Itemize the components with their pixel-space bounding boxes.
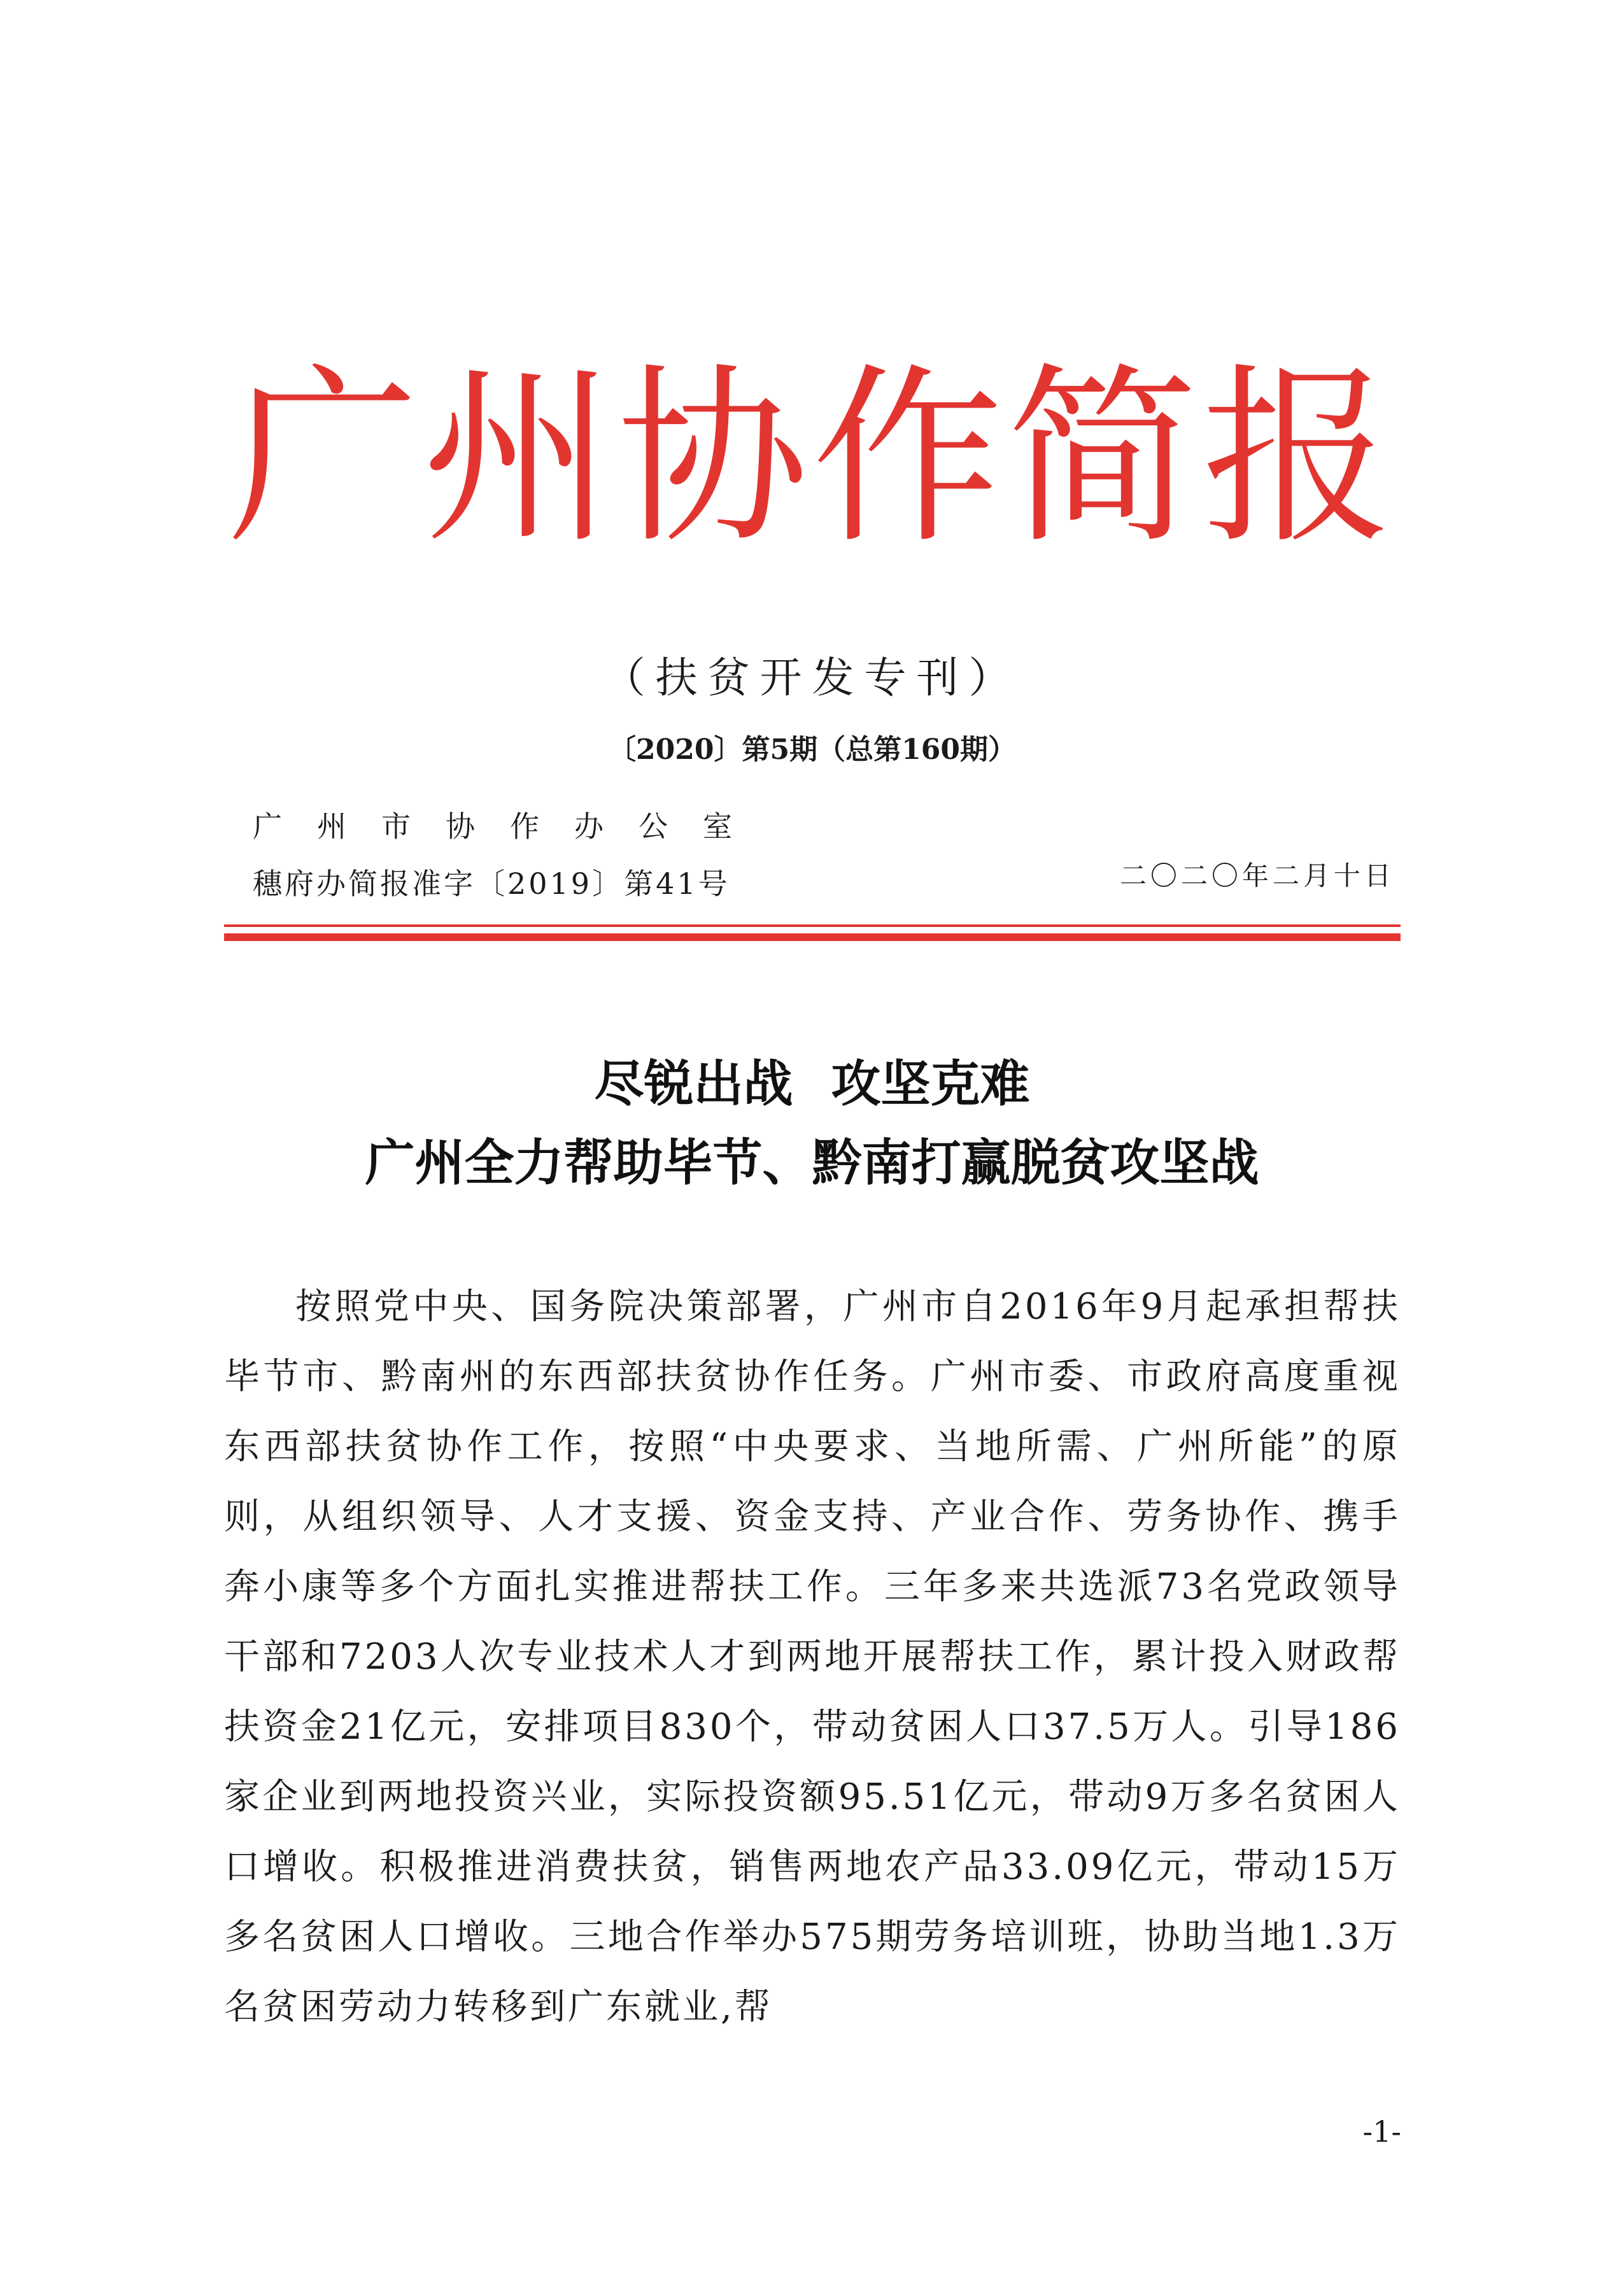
article-headline-line2: 广州全力帮助毕节、黔南打赢脱贫攻坚战 — [365, 1134, 1259, 1192]
publish-date: 二〇二〇年二月十日 — [1119, 860, 1395, 891]
masthead-subtitle: （扶贫开发专刊） — [603, 653, 1021, 702]
article-headline-line1 — [0, 1049, 1624, 1119]
permit-number: 穗府办简报准字〔2019〕第41号 — [253, 867, 730, 901]
header-divider-thin — [224, 924, 1401, 927]
headline-part2: 攻坚克难 — [831, 1055, 1030, 1113]
headline-part1: 尽锐出战 — [594, 1055, 793, 1113]
publisher-name: 广州市协作办公室 — [253, 809, 767, 844]
masthead-title: 广州协作简报 — [227, 347, 1397, 569]
header-divider-thick — [224, 933, 1401, 941]
article-body: 按照党中央、国务院决策部署，广州市自2016年9月起承担帮扶毕节市、黔南州的东西部扶贫协作任务。广州市委、市政府高度重视东西部扶贫协作工作，按照“中央要求、当地所需、广州所能”的原则，从组织领导、人才支援、资金支持、产业合作、劳务协作、携手奔小康等多个方面扎实推进帮扶工作。三年多来共选派73名党政领导干部和7203人次专业技术人才到两地开展帮扶工作，累计投入财政帮扶资金21亿元，安排项目830个，带动贫困人口37.5万人。引导186家企业到两地投资兴业，实际投资额95.51亿元，带动9万多名贫困人口增收。积极推进消费扶贫，销售两地农产品33.09亿元，带动15万多名贫困人口增收。三地合作举办575期劳务培训班，协助当地1.3万名贫困劳动力转移到广东就业,帮 — [224, 1286, 1401, 2028]
page-number: -1- — [1362, 2114, 1401, 2149]
issue-number: 〔2020〕第5期（总第160期） — [608, 733, 1016, 766]
